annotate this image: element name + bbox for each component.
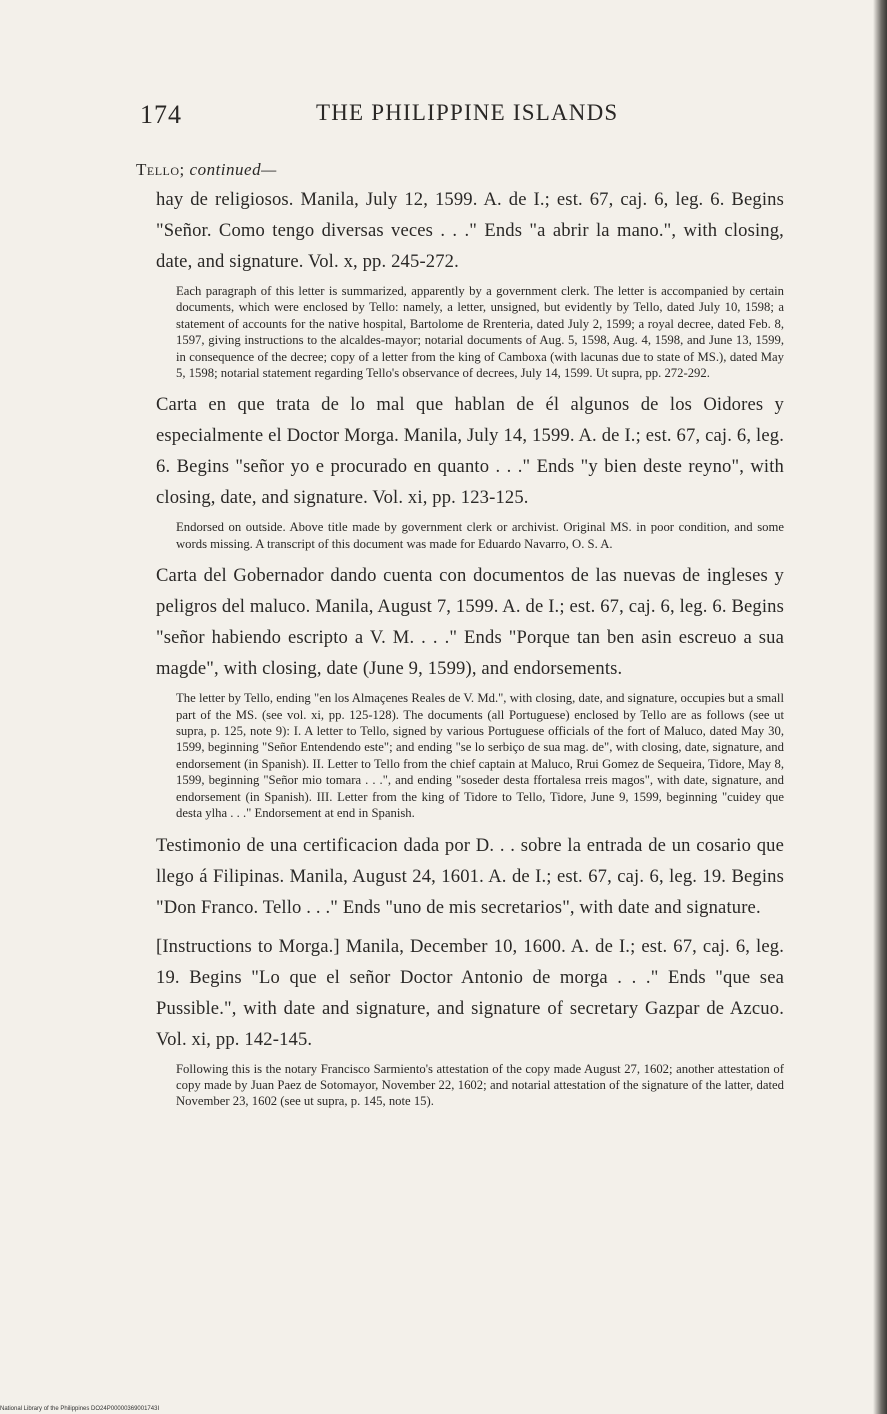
section-continued: continued—	[189, 160, 277, 179]
document-body	[156, 184, 784, 1118]
entry-text: Carta en que trata de lo mal que hablan de él algunos de los Oidores y especialmente el Doctor Morga. Manila, July 14, 1599. A. de I.; est. 67, caj. 6, leg. 6. Begins "señor yo e procurado en quanto . . ." Ends "y bien deste reyno", with closing, date, and signature. Vol. xi, pp. 123-125.	[156, 394, 784, 509]
entry-text: hay de religiosos. Manila, July 12, 1599. A. de I.; est. 67, caj. 6, leg. 6. Begins "Señor. Como tengo diversas veces . . ." Ends "a abrir la mano.", with closing, date, and signature. Vol. x, pp. 245-272.	[156, 189, 784, 272]
entry-text: Carta del Gobernador dando cuenta con documentos de las nuevas de ingleses y peligros del maluco. Manila, August 7, 1599. A. de I.; est. 67, caj. 6, leg. 6. Begins "señor habiendo escripto a V. M. . . ." Ends "Porque tan ben asin escreuo a sua magde", with closing, date (June 9, 1599), and endorsements.	[156, 565, 784, 680]
page-header	[140, 98, 796, 138]
entry-note: The letter by Tello, ending "en los Almaçenes Reales de V. Md.", with closing, date, and signature, occupies but a small part of the MS. (see vol. xi, pp. 125-128). The documents (all Portuguese) enclosed by Tello are as follows (see ut supra, p. 125, note 9): I. A letter to Tello, signed by various Portuguese officials of the fort of Maluco, dated May 30, 1599, beginning "Señor Entendendo este"; and ending "se lo serbiço de sua mag. de", with closing, date, signature, and endorsement (in Spanish). II. Letter to Tello from the chief captain at Maluco, Rrui Gomez de Sequeira, Tidore, May 8, 1599, beginning "Señor mio tomara . . .", and ending "soseder desta ffortalesa rreis magos", with date, signature, and endorsement (in Spanish). III. Letter from the king of Tidore to Tello, Tidore, June 9, 1599, beginning "cuidey que desta ylha . . ." Endorsement at end in Spanish.	[176, 691, 784, 821]
page-number: 174	[140, 100, 182, 129]
entry-note: Following this is the notary Francisco Sarmiento's attestation of the copy made August 27, 1602; another attestation of copy made by Juan Paez de Sotomayor, November 22, 1602; and notarial attestation of the signature of the latter, dated November 23, 1602 (see ut supra, p. 145, note 15).	[176, 1061, 784, 1109]
running-title: THE PHILIPPINE ISLANDS	[316, 100, 619, 125]
section-name: Tello	[136, 160, 180, 179]
section-heading: Tello; continued—	[136, 160, 277, 179]
entry-text: [Instructions to Morga.] Manila, December 10, 1600. A. de I.; est. 67, caj. 6, leg. 19. Begins "Lo que el señor Doctor Antonio de morga . . ." Ends "que sea Pussible.", with date and signature, and signature of secretary Gazpar de Azcuo. Vol. xi, pp. 142-145.	[156, 935, 784, 1050]
entry-text: Testimonio de una certificacion dada por D. . . sobre la entrada de un cosario que llego á Filipinas. Manila, August 24, 1601. A. de I.; est. 67, caj. 6, leg. 19. Begins "Don Franco. Tello . . ." Ends "uno de mis secretarios", with date and signature.	[156, 834, 784, 918]
entry-note: Each paragraph of this letter is summarized, apparently by a government clerk. The letter is accompanied by certain documents, which were enclosed by Tello: namely, a letter, unsigned, but evidently by Tello, dated July 10, 1598; a statement of accounts for the native hospital, Bartolome de Rrenteria, dated July 2, 1599; a royal decree, dated Feb. 8, 1597, giving instructions to the alcaldes-mayor; notarial documents of Aug. 5, 1598, Aug. 4, 1598, and June 13, 1599, in consequence of the decree; copy of a letter from the king of Camboxa (with lacunas due to state of MS.), dated May 5, 1598; notarial statement regarding Tello's observance of decrees, July 14, 1599. Ut supra, pp. 272-292.	[176, 284, 784, 381]
scan-credit: National Library of the Philippines DO24P00000369001743I	[0, 1406, 160, 1412]
entry-note: Endorsed on outside. Above title made by government clerk or archivist. Original MS. in poor condition, and some words missing. A transcript of this document was made for Eduardo Navarro, O. S. A.	[176, 520, 784, 551]
page-edge-shadow	[873, 0, 887, 1414]
